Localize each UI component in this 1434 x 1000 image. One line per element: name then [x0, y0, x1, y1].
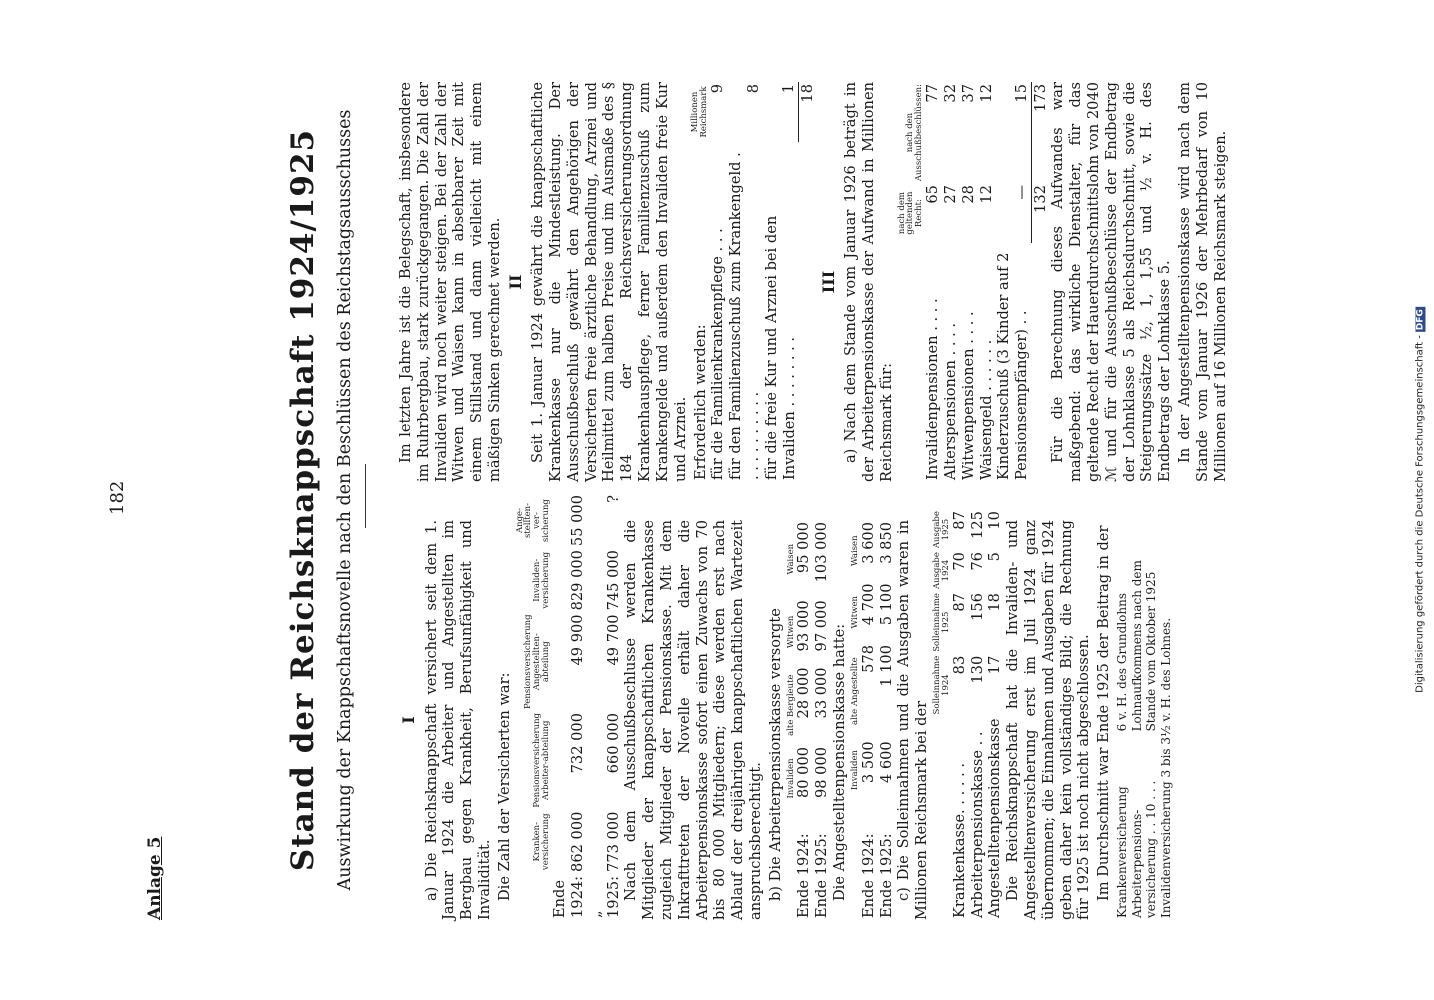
- insured-intro: Die Zahl der Versicherten war:: [495, 672, 513, 902]
- section-heading-II: II: [505, 274, 525, 290]
- column-header: Invaliden: [785, 758, 796, 799]
- row-label: Krankenversicherung: [1114, 786, 1129, 918]
- table-corner: [516, 874, 552, 920]
- table-row: [709, 82, 727, 482]
- table-row: [795, 520, 813, 920]
- cell: 49 700: [604, 614, 622, 666]
- row-label: Angestelltenpensionskasse: [986, 718, 1004, 918]
- cell: 32: [942, 84, 960, 103]
- table-row: [1130, 520, 1159, 920]
- cell: 76: [968, 552, 986, 571]
- column-header: Waisen: [785, 543, 796, 575]
- paragraph-last-year: Im letzten Jahre ist die Belegschaft, insbesondere im Ruhrbergbau, stark zurückgegangen. Die Zahl der Invaliden wird noch weiter steigen. Bei der Zahl der Witwen und Waisen kann in absehbarer Zeit mit einem Stillstand und dann vielleicht mit einem mäßigen Sinken gerechnet werden.: [397, 82, 503, 482]
- cell: 37: [959, 84, 977, 103]
- total-spacer: [798, 142, 816, 482]
- column-header: Waisen: [849, 535, 860, 567]
- column-header: alte Angestellte: [849, 657, 860, 726]
- column-header: nach den Ausschußbeschlüssen:: [905, 84, 925, 182]
- digitization-credit: [1415, 307, 1426, 693]
- total-value: 18: [798, 82, 816, 142]
- column-header: Solleinnahme 1924: [931, 655, 951, 715]
- page-number: 182: [107, 480, 128, 515]
- total-value: 132: [1031, 183, 1049, 243]
- column-header: Witwen: [785, 615, 796, 649]
- cell: 130: [968, 655, 986, 684]
- page-title: Stand der Reichsknappschaft 1924/1925: [285, 128, 321, 872]
- table-row: [978, 82, 996, 482]
- table-row: [1115, 520, 1130, 920]
- column-header: Pensionsversicherung Arbeiter-abteilung: [532, 713, 552, 808]
- cell: 4 700: [859, 583, 877, 626]
- dfg-logo: DFG: [1415, 309, 1426, 331]
- total-value: 173: [1031, 82, 1049, 183]
- cell: 97 000: [813, 600, 831, 652]
- left-column: [397, 494, 1173, 920]
- table-row: [860, 520, 878, 920]
- column-header: Witwen: [849, 596, 860, 629]
- cell: 1 100: [877, 645, 895, 687]
- cell: 70: [950, 552, 968, 571]
- cell: 1: [780, 84, 797, 94]
- paragraph-novelle: Nach dem Ausschußbeschlusse werden die Mitglieder der knappschaftlichen Krankenkasse zugleich Mitglieder der Pensionskasse. Mit dem Inkrafttreten der Novelle erhält daher die Arbeiterpensionskasse sofort einen Zuwachs von 70 bis 80 000 Mitgliedern; diese werden erst nach Ablauf der dreijährigen knappschaftlichen Wartezeit anspruchsberechtigt.: [622, 520, 764, 920]
- paragraph-III: a) Nach dem Stande vom Januar 1926 beträgt in der Arbeiterpensionskasse der Aufwand in Millionen Reichsmark für:: [842, 82, 895, 482]
- cell: 732 000: [568, 713, 586, 774]
- total-spacer: [1031, 243, 1049, 482]
- cell: 3 850: [877, 522, 895, 564]
- cell: 98 000: [813, 746, 831, 799]
- table-row: [551, 493, 587, 920]
- annex-label: Anlage 5: [145, 836, 165, 920]
- cell: 77: [924, 84, 942, 103]
- contribution-table: [1115, 520, 1174, 920]
- pension-fund-table: [787, 520, 832, 920]
- paragraph-berechnung: Für die Berechnung dieses Aufwandes war maßgebend: das wirkliche Dienstalter, für das geltende Recht der Hauerdurchschnittslohn von 2040 ℳ und für die Ausschußbeschlüsse der Endbetrag der Lohnklasse 5 als Reichsdurchschnitt, sowie die Steigerungssätze ½, 1, 1,55 und ½ v. H. des Endbetrags der Lohnklasse 5.: [1049, 82, 1174, 482]
- row-label: Invalidenversicherung 3 bis 3½ v. H. des Lohnes.: [1158, 617, 1173, 918]
- row-label: Ende 1924:: [795, 833, 813, 918]
- row-label: Arbeiterpensions-versicherung . . 10 . . .: [1129, 780, 1159, 918]
- column-header: alte Bergleute: [785, 674, 796, 736]
- cell: 80 000: [795, 746, 813, 799]
- insured-table: [516, 493, 623, 920]
- table-row: [727, 82, 763, 482]
- column-header: nach dem geltenden Recht:: [896, 191, 925, 235]
- paragraph-average: Im Durchschnitt war Ende 1925 der Beitrag in der: [1095, 525, 1113, 902]
- cell: 862 000: [568, 811, 586, 872]
- cell: 3 500: [859, 741, 877, 784]
- row-label: Ende 1925:: [877, 833, 895, 918]
- cell: 10: [986, 511, 1004, 530]
- total-row: [798, 82, 816, 482]
- cell: 578: [859, 645, 877, 673]
- rotated-sheet: [107, 80, 1347, 920]
- row-label: für die freie Kur und Arznei bei den Invaliden . . . . . . . .: [762, 215, 798, 480]
- cell: 27: [942, 185, 960, 204]
- cell: 17: [986, 655, 1004, 675]
- table-corner: [898, 243, 925, 482]
- table-row: [951, 509, 969, 920]
- column-header: Ange-stellten-ver-sicherung: [514, 499, 552, 542]
- credit-text: Digitalisierung gefördert durch die Deutsche Forschungsgemeinschaft -: [1414, 335, 1426, 693]
- table-row: [763, 82, 799, 482]
- cell: 33 000: [813, 667, 831, 719]
- row-label: Alterspensionen . . . .: [942, 322, 960, 480]
- cell: 745 000: [604, 550, 622, 611]
- row-label: Ende 1924:: [551, 875, 586, 918]
- cell: 93 000: [795, 600, 813, 652]
- cell: 125: [968, 511, 986, 539]
- cell: 28 000: [795, 667, 813, 719]
- table-row: [995, 82, 1031, 482]
- row-label: Ende 1925:: [813, 833, 831, 918]
- table-corner: [851, 801, 860, 920]
- cell: 103 000: [813, 522, 831, 583]
- row-label: Ende 1924:: [859, 833, 877, 918]
- cell: 87: [950, 593, 968, 612]
- cell: 95 000: [795, 522, 813, 574]
- cell: 773 000: [604, 811, 622, 872]
- cell: 18: [986, 593, 1004, 612]
- row-label: Witwenpensionen . . . .: [959, 311, 977, 480]
- cell: —: [1012, 185, 1030, 200]
- cell: 15: [1012, 84, 1030, 103]
- cell: 156: [968, 593, 986, 621]
- cell: 65: [924, 185, 942, 204]
- table-row: [942, 82, 960, 482]
- finance-table: [933, 509, 1004, 920]
- section-heading-III: III: [818, 270, 838, 294]
- row-label: für die Familienkrankenpflege . . .: [709, 228, 727, 480]
- paragraph-c: c) Die Solleinnahmen und die Ausgaben waren in Millionen Reichsmark bei der: [895, 520, 931, 920]
- cell: 83: [950, 655, 968, 675]
- column-header: Invaliden: [849, 750, 860, 791]
- cell: 5 100: [877, 583, 895, 626]
- cell: 28: [959, 185, 977, 204]
- table-row: [960, 82, 978, 482]
- cell: 829 000: [568, 550, 586, 611]
- table-row: [1159, 520, 1174, 920]
- divider: [365, 464, 366, 528]
- paragraph-reichsknappschaft: Die Reichsknappschaft hat die Invaliden- und Angestelltenversicherung erst im Juli 1924 ganz übernommen; die Einnahmen und Ausgaben für 1924 geben daher kein vollständiges Bild; die Rechnung für 1925 ist noch nicht abgeschlossen.: [1004, 520, 1093, 920]
- paragraph-a: a) Die Reichsknappschaft versichert seit dem 1. Januar 1924 die Arbeiter und Angestellten im Bergbau gegen Krankheit, Berufsunfähigkeit und Invalidität.: [422, 520, 493, 920]
- row-label: Arbeiterpensionskasse . .: [968, 731, 986, 918]
- cell: 6 v. H. des Grundlohns: [1114, 593, 1129, 732]
- table-row: [878, 520, 896, 920]
- cell: ?: [604, 494, 622, 503]
- row-label: „ 1925:: [586, 875, 622, 918]
- cell: 3 600: [859, 522, 877, 564]
- page-subtitle: Auswirkung der Knappschaftsnovelle nach den Beschlüssen des Reichstagsausschusses: [335, 109, 355, 891]
- row-label: Kinderzuschuß (3 Kinder auf 2 Pensionsempfänger) . .: [995, 252, 1031, 480]
- table-intro: Erforderlich werden:: [691, 324, 709, 480]
- cell: 12: [977, 185, 995, 204]
- cell: 5: [986, 552, 1004, 562]
- paragraph-II: Seit 1. Januar 1924 gewährt die knappschaftliche Krankenkasse nur die Mindestleistung. Der Ausschußbeschluß gewährt den Angehörigen der Versicherten freie ärztliche Behandlung, Arznei und Heilmittel zum halben Preise und im Ausmaße des § 184 der Reichsversicherungsordnung Krankenhauspflege, ferner Familienzuschuß zum Krankengelde und außerdem den Invaliden freie Kur und Arznei.: [529, 82, 689, 482]
- row-label: Waisengeld . . . . . .: [977, 339, 995, 480]
- angest-intro: Die Angestelltenpensionskasse hatte:: [831, 623, 849, 902]
- table-row: [587, 493, 623, 920]
- cell: 55 000: [568, 494, 586, 547]
- cell: 49 900: [568, 614, 586, 666]
- cell: 660 000: [604, 713, 622, 774]
- right-column: [397, 82, 1231, 482]
- requirements-table: [691, 82, 816, 482]
- row-label: Krankenkasse. . . . . .: [950, 762, 968, 918]
- employee-pension-table: [851, 520, 896, 920]
- table-row: [813, 520, 831, 920]
- total-row: [1031, 82, 1049, 482]
- table-corner: [933, 716, 951, 920]
- column-header: Ausgabe 1924: [931, 552, 951, 590]
- table-row: [969, 509, 987, 920]
- cell: 8: [744, 84, 762, 94]
- cell: 4 600: [877, 741, 895, 784]
- expenditure-table: [898, 82, 1050, 482]
- cell: 12: [977, 84, 995, 103]
- table-row: [986, 509, 1004, 920]
- row-label: für den Familienzuschuß zum Krankengeld . . . . . . . . . . .: [727, 152, 762, 480]
- column-header: Invaliden-versicherung: [532, 551, 552, 609]
- column-header: Kranken-versicherung: [532, 813, 552, 871]
- section-heading-I: I: [399, 716, 418, 724]
- column-header: Solleinnahme 1925: [931, 593, 951, 652]
- column-header: Ausgabe 1925: [931, 511, 951, 549]
- table-row: [924, 82, 942, 482]
- cell: Lohnaufkommens nach dem Stande vom Oktober 1925: [1129, 560, 1159, 732]
- paragraph-b: b) Die Arbeiterpensionskasse versorgte: [766, 608, 784, 902]
- row-label: Invalidenpensionen . . . .: [924, 298, 942, 480]
- column-header: Pensionsversicherung Angestellten-abteilung: [523, 614, 552, 709]
- table-corner: [787, 812, 796, 920]
- cell: 9: [709, 84, 727, 94]
- cell: 87: [950, 511, 968, 530]
- paragraph-angestellten: In der Angestelltenpensionskasse wird nach dem Stande vom Januar 1926 der Mehrbedarf von 10 Millionen auf 16 Millionen Reichsmark steigen.: [1175, 82, 1229, 482]
- unit-header: Millionen Reichsmark: [690, 86, 710, 138]
